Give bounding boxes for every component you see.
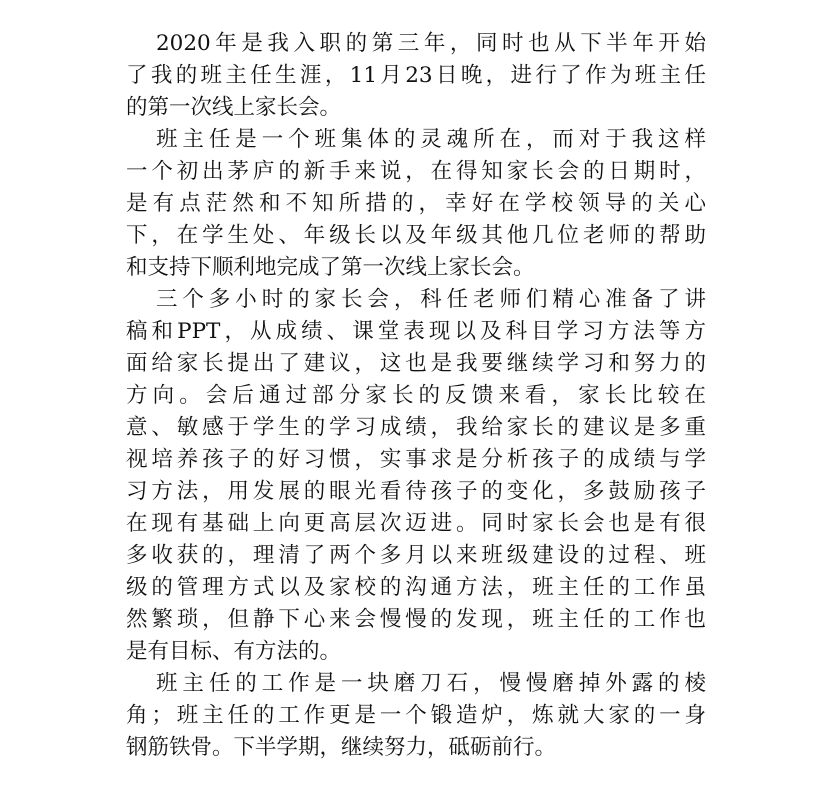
paragraph-2 — [126, 124, 706, 284]
text-line: 班主任的工作是一块磨刀石，慢慢磨掉外露的棱 — [156, 671, 706, 696]
text-line: 下，在学生处、年级长以及年级其他几位老师的帮助 — [126, 223, 706, 248]
text-line: 角；班主任的工作更是一个锻造炉，炼就大家的一身 — [126, 703, 706, 728]
text-line: 了我的班主任生涯，11月23日晚，进行了作为班主任 — [126, 63, 706, 88]
text-line: 意、敏感于学生的学习成绩，我给家长的建议是多重 — [126, 415, 706, 440]
text-line: 班主任是一个班集体的灵魂所在，而对于我这样 — [156, 127, 706, 152]
text-line: 是有点茫然和不知所措的，幸好在学校领导的关心 — [126, 191, 706, 216]
text-line: 级的管理方式以及家校的沟通方法，班主任的工作虽 — [126, 575, 706, 600]
text-line: 多收获的，理清了两个多月以来班级建设的过程、班 — [126, 543, 706, 568]
text-line: 习方法，用发展的眼光看待孩子的变化，多鼓励孩子 — [126, 479, 706, 504]
text-line: 和支持下顺利地完成了第一次线上家长会。 — [126, 255, 535, 280]
text-line: 钢筋铁骨。下半学期，继续努力，砥砺前行。 — [126, 735, 557, 760]
text-line: 稿和PPT，从成绩、课堂表现以及科目学习方法等方 — [126, 319, 706, 344]
text-line: 三个多小时的家长会，科任老师们精心准备了讲 — [156, 287, 706, 312]
paragraph-1 — [126, 28, 706, 124]
paragraph-3 — [126, 284, 706, 668]
paragraph-4 — [126, 668, 706, 764]
text-line: 一个初出茅庐的新手来说，在得知家长会的日期时， — [126, 159, 706, 184]
document-body — [126, 28, 706, 764]
text-line: 2020年是我入职的第三年，同时也从下半年开始 — [156, 31, 706, 56]
text-line: 是有目标、有方法的。 — [126, 639, 342, 664]
text-line: 面给家长提出了建议，这也是我要继续学习和努力的 — [126, 351, 706, 376]
text-line: 的第一次线上家长会。 — [126, 95, 342, 120]
text-line: 方向。会后通过部分家长的反馈来看，家长比较在 — [126, 383, 706, 408]
text-line: 视培养孩子的好习惯，实事求是分析孩子的成绩与学 — [126, 447, 706, 472]
text-line: 在现有基础上向更高层次迈进。同时家长会也是有很 — [126, 511, 706, 536]
text-line: 然繁琐，但静下心来会慢慢的发现，班主任的工作也 — [126, 607, 706, 632]
